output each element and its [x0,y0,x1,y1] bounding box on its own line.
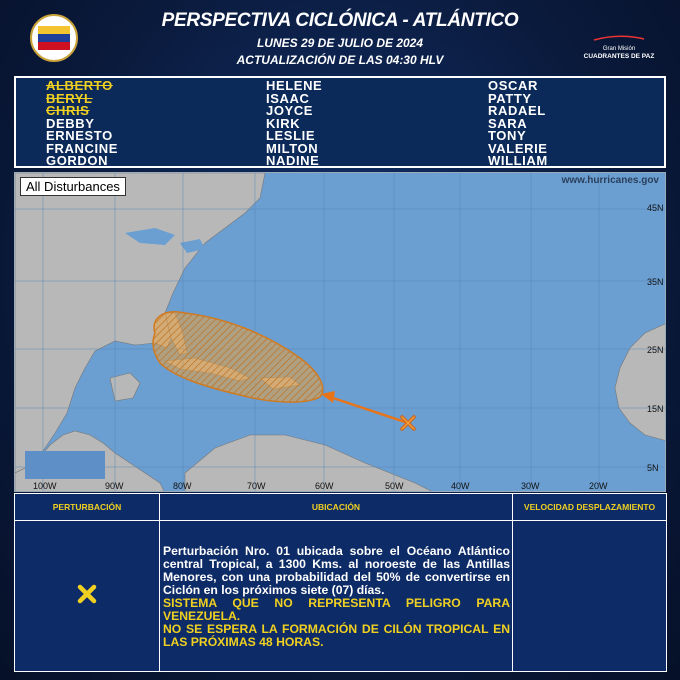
storm-name: GORDON [46,153,109,168]
africa-landmass [615,323,666,441]
storm-name: JOYCE [266,103,314,118]
disturbance-cell [15,521,160,672]
lat-label: 35N [647,277,664,287]
lon-label: 70W [247,481,266,491]
map-inset-placeholder [25,451,105,479]
storm-name: LESLIE [266,128,316,143]
storm-name: BERYL [46,90,93,106]
storm-name: NADINE [266,153,320,168]
storm-name: PATTY [488,90,532,106]
storm-name: ERNESTO [46,128,113,143]
storm-name: KIRK [266,115,301,131]
lon-label: 50W [385,481,404,491]
disturbance-x-icon [75,582,99,606]
storm-name: MILTON [266,140,319,156]
disturbance-table [14,493,666,673]
lon-label: 30W [521,481,540,491]
date-line: LUNES 29 DE JULIO DE 2024 [256,36,424,50]
storm-names-panel [14,76,666,168]
cuadrantes-logo [574,28,664,60]
track-arrowhead-icon [321,391,335,403]
outlook-map [14,172,666,492]
lon-label: 40W [451,481,470,491]
lat-label: 45N [647,203,664,213]
storm-name: VALERIE [488,140,548,156]
track-arrow [333,398,408,423]
warning-venezuela: SISTEMA QUE NO REPRESENTA PELIGRO PARA VENEZUELA. [163,595,510,623]
storm-name: ALBERTO [46,78,113,93]
lat-label: 15N [647,404,664,414]
lon-labels [33,481,608,491]
lat-label: 25N [647,345,664,355]
header-perturbacion: PERTURBACIÓN [15,494,160,521]
lon-label: 100W [33,481,57,491]
logo-swoosh-icon [574,35,664,41]
names-column-2 [266,80,322,168]
yucatan-landmass [110,373,140,401]
warning-formation: NO SE ESPERA LA FORMACIÓN DE CILÓN TROPICAL EN LAS PRÓXIMAS 48 HORAS. [163,621,510,649]
disturbance-area [153,312,323,402]
disturbance-description: Perturbación Nro. 01 ubicada sobre el Océano Atlántico central Tropical, a 1300 Kms. al noroeste de las Antillas Menores, con una probabilidad del 50% de convertirse en Ciclón en los próximos siete (07) días. [163,543,510,597]
storm-name: WILLIAM [488,153,548,168]
lon-label: 90W [105,481,124,491]
map-label: All Disturbances [20,177,126,196]
storm-name: OSCAR [488,78,538,93]
storm-name: HELENE [266,78,323,93]
header-velocidad: VELOCIDAD DESPLAZAMIENTO [513,494,667,521]
storm-name: SARA [488,115,528,131]
brand-line1: Gran Misión [602,46,636,52]
lat-label: 5N [647,463,659,473]
speed-cell [513,521,667,672]
storm-name: CHRIS [46,103,90,118]
brand-line2: CUADRANTES DE PAZ [583,53,655,60]
update-line: ACTUALIZACIÓN DE LAS 04:30 HLV [236,53,444,67]
lon-label: 80W [173,481,192,491]
map-graphic [15,173,666,492]
header [0,0,680,70]
names-column-3 [488,80,548,168]
storm-name: RADAEL [488,103,546,118]
storm-name: DEBBY [46,115,95,131]
header-ubicacion: UBICACIÓN [160,494,513,521]
names-column-1 [46,80,118,168]
storm-name: TONY [488,128,527,143]
page-title: PERSPECTIVA CICLÓNICA - ATLÁNTICO [161,10,519,31]
source-url: www.hurricanes.gov [561,175,659,186]
storm-name: ISAAC [266,90,310,106]
lon-label: 60W [315,481,334,491]
lon-label: 20W [589,481,608,491]
storm-name: FRANCINE [46,140,118,156]
location-cell [160,521,513,672]
